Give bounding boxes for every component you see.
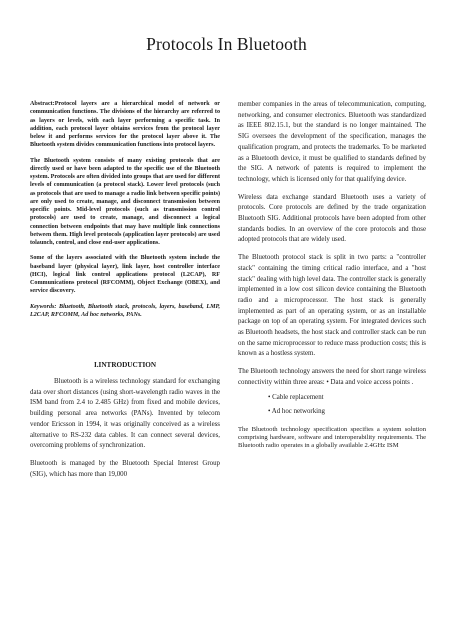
right-paragraph-1: member companies in the areas of telecommunication, computing, networking, and consumer electronics. Bluetooth was standardized as IEEE 802.15.1, but the standard is no longer maintained. The SIG oversees the development of the specification, manages the qualification program, and protects the trademarks. To be marketed as a Bluetooth device, it must be qualified to standards defined by the SIG. A network of patents is required to implement the technology, which is licensed only for that qualifying device. xyxy=(238,101,426,183)
right-paragraph-2: Wireless data exchange standard Bluetooth uses a variety of protocols. Core protocols are defined by the trade organization Bluetooth SIG. Additional protocols have been adopted from other standards bodies. In an overview of the core protocols and those adopted protocols that are widely used. xyxy=(238,193,426,244)
abstract-paragraph-2: The Bluetooth system consists of many existing protocols that are directly used or have been adapted to the specific use of the Bluetooth system. Protocols are often divided into groups that are used for different levels of communication (a protocol stack). Lower level protocols (such as protocols that are used to manage a radio link between specific points) are only used to create, manage, and disconnect transmission between specific points. Mid-level protocols (such as transmission control protocols) are used to create, manage, and disconnect a logical connection between endpoints that may have multiple link connections between them. High level protocols (application layer protocols) are used tolaunch, control, and close end-user applications. xyxy=(30,157,220,246)
right-paragraph-4: The Bluetooth technology answers the need for short range wireless connectivity within three areas: • Data and voice access points . xyxy=(238,368,426,386)
intro-paragraph-1: Bluetooth is a wireless technology standard for exchanging data over short distances (using short-wavelength radio waves in the ISM band from 2.4 to 2.485 GHz) from fixed and mobile devices, building personal area networks (PANs). Invented by telecom vendor Ericsson in 1994, it was originally conceived as a wireless alternative to RS-232 data cables. It can connect several devices, overcoming problems of synchronization. xyxy=(30,378,220,450)
keywords: Keywords: Bluetooth, Bluetooth stack, protocols, layers, baseband, LMP, L2CAP, RFCOMM, Ad hoc networks, PANs. xyxy=(30,303,220,318)
bullet-ad-hoc-networking: • Ad hoc networking xyxy=(268,408,325,416)
right-column xyxy=(238,100,426,451)
page-title: Protocols In Bluetooth xyxy=(146,34,307,54)
abstract-paragraph: Abstract:Protocol layers are a hierarchical model of network or communication functions. The divisions of the hierarchy are referred to as layers or levels, with each layer performing a specific task. In addition, each protocol layer obtains services from the protocol layer below it and performs services for the protocol layer above it. The Bluetooth system divides communication functions into protocol layers. xyxy=(30,101,220,149)
section-heading-introduction: I.INTRODUCTION xyxy=(93,361,157,369)
left-column xyxy=(30,100,220,487)
intro-paragraph-2: Bluetooth is managed by the Bluetooth Special Interest Group (SIG), which has more than 19,000 xyxy=(30,459,220,478)
bullet-cable-replacement: • Cable replacement xyxy=(268,393,324,401)
right-paragraph-3: The Bluetooth protocol stack is split in two parts: a "controller stack" containing the timing critical radio interface, and a "host stack" dealing with high level data. The controller stack is generally implemented in a low cost silicon device containing the Bluetooth radio and a microprocessor. The host stack is generally implemented as part of an operating system, or as an installable package on top of an operating system. For integrated devices such as Bluetooth headsets, the host stack and controller stack can be run on the same microprocessor to reduce mass production costs; this is known as a hostless system. xyxy=(238,254,426,358)
abstract-paragraph-3: Some of the layers associated with the Bluetooth system include the baseband layer (physical layer), link layer, host controller interface (HCI), logical link control applications protocol (L2CAP), RF Communications protocol (RFCOMM), Object Exchange (OBEX), and service discovery. xyxy=(30,255,220,295)
right-paragraph-5: The Bluetooth technology specification specifies a system solution comprising hardware, software and interoperability requirements. The Bluetooth radio operates in a globally available 2.4GHz ISM xyxy=(238,425,426,450)
